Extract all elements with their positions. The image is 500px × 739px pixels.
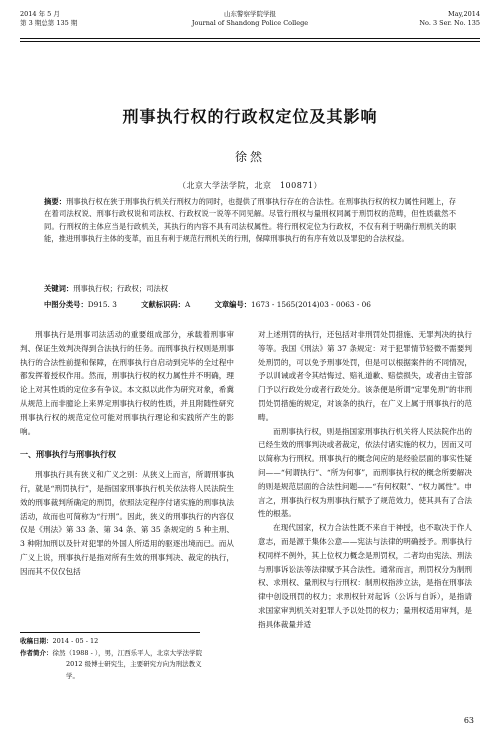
header-issue-number: May,2014 No. 3 Ser. No. 135 bbox=[419, 10, 480, 27]
keywords-text: 刑事执行权；行政权；司法权 bbox=[73, 284, 169, 293]
author-bio-cont: 2012 级博士研究生，主要研究方向为刑法教义 bbox=[66, 660, 202, 668]
body-paragraph: 刑事执行具有狭义和广义之别：从狭义上而言，所谓刑事执行，就是“刑罚执行”，是指国家刑事执行机关依法将人民法院生效的刑事裁判所确定的刑罚，依照法定程序付诸实施的刑事执法活动，故而也可简称为“行刑”。因此，狭义的刑事执行的内容仅仅是《刑法》第 33 条、第 34 条、第 35 条规定的 5 种主刑、3 种附加刑以及针对犯罪的外国人所适用的驱逐出境而已。而从广义上说，刑事执行是指对所有生效的刑事判决、裁定的执行，因而其不仅仅包括 bbox=[20, 470, 234, 576]
keywords-label: 关键词： bbox=[44, 284, 74, 293]
body-paragraph: 对上述刑罚的执行，还包括对非刑罚处罚措施、无罪判决的执行等等。我国《刑法》第 37 条规定：对于犯罪情节轻微不需要判处刑罚的，可以免予刑事处罚，但是可以根据案件的不同情况，予以训诫或者令其结悔过、赔礼道歉、赔偿损失，或者由主管部门予以行政处分或者行政处分。该条便是所谓“定罪免刑”的非刑罚处罚措施的规定，对该条的执行，在广义上属于刑事执行的范畴。 bbox=[258, 330, 472, 422]
body-column-right bbox=[258, 328, 472, 632]
article-author: 徐然 bbox=[234, 150, 265, 164]
abstract bbox=[44, 196, 456, 246]
article-number: 文章编号：1673 - 1565(2014)03 - 0063 - 06 bbox=[214, 300, 371, 309]
classification-line bbox=[44, 300, 480, 310]
section-heading: 一、刑事执行与刑事执行权 bbox=[20, 450, 116, 460]
running-header bbox=[20, 8, 480, 40]
footnote bbox=[20, 636, 236, 682]
body-paragraph: 刑事执行是刑事司法活动的重要组成部分，承载着刑事审判、保证生效判决得到合法执行的任务。而刑事执行权则是刑事执行的合法性前提和保障，在刑事执行自启动到完毕的全过程中都发挥着授权作用。然而，刑事执行权的权力属性并不明确，理论上对其性质的定位多有争议。本文拟以此作为研究对象，希冀从规范上而非臆论上来界定刑事执行权的性质，并且附随性研究刑事执行权的规范定位可能对刑事执行理论和实践所产生的影响。 bbox=[20, 330, 234, 436]
author-affiliation: （北京大学法学院，北京 100871） bbox=[177, 181, 323, 190]
page-number: 63 bbox=[463, 716, 474, 725]
header-issue-date: 2014 年 5 月 第 3 期总第 135 期 bbox=[20, 10, 78, 27]
body-paragraph: 而刑事执行权，则是指国家刑事执行机关将人民法院作出的已经生效的刑事判决或者裁定，依法付诸实施的权力，因而又可以简称为行刑权。刑事执行的概念间应的是经验层面的事实性疑问——“何谓执行”、“所为何事”，而刑事执行权的概念所要解决的则是规范层面的合法性问题——“有何权限”、“权力属性”。申言之，刑事执行权为刑事执行赋予了规范效力，使其具有了合法性的根基。 bbox=[258, 426, 472, 519]
document-code: 文献标识码：A bbox=[141, 300, 191, 309]
abstract-text: 刑事执行权在狭于刑事执行机关行刑权力的同时，也提供了刑事执行存在的合法性。在刑事执行权的权力属性问题上，存在着司法权说、刑事行政权说和司法权、行政权说一说等不同见解。尽管行刑权与量刑权同属于刑罚权的范畴，但性质截然不同。行刑权的主体应当是行政机关，其执行的内容不具有司法权属性。将行刑权定位为行政权，不仅有利于明确行刑机关的职能，推进刑事执行主体的变革，而且有利于规范行刑机关的行刑，保障刑事执行的有序有效以及罪犯的合法权益。 bbox=[44, 197, 456, 244]
body-paragraph: 在现代国家，权力合法性既不来自于神授，也不取决于作人意志，而是源于集体公意——宪法与法律的明确授予。刑事执行权同样不例外，其上位权力概念是刑罚权，二者均由宪法、刑法与刑事诉讼法等法律赋予其合法性。通常而言，刑罚权分为制刑权、求刑权、量刑权与行刑权：制刑权指涉立法，是指在刑事法律中创设刑罚的权力；求刑权针对起诉（公诉与自诉），是指请求国家审判机关对犯罪人予以处罚的权力；量刑权适用审判，是指具体裁量并适 bbox=[258, 523, 472, 629]
body-column-left bbox=[20, 328, 234, 579]
clc-code: 中图分类号：D915. 3 bbox=[44, 300, 117, 309]
author-bio-cont: 学。 bbox=[66, 671, 79, 680]
received-date: 收稿日期：2014 - 05 - 12 bbox=[20, 637, 99, 645]
header-rule-thick bbox=[20, 38, 480, 39]
author-bio: 作者简介：徐然（1988 - ），男，江西乐平人，北京大学法学院 bbox=[20, 648, 203, 657]
header-rule-thin bbox=[20, 41, 480, 42]
keywords bbox=[44, 284, 456, 294]
article-title: 刑事执行权的行政权定位及其影响 bbox=[122, 107, 378, 126]
header-journal-name: 山东警察学院学报 Journal of Shandong Police College bbox=[191, 10, 309, 27]
footnote-rule bbox=[20, 632, 200, 633]
abstract-label: 摘要： bbox=[44, 197, 67, 206]
